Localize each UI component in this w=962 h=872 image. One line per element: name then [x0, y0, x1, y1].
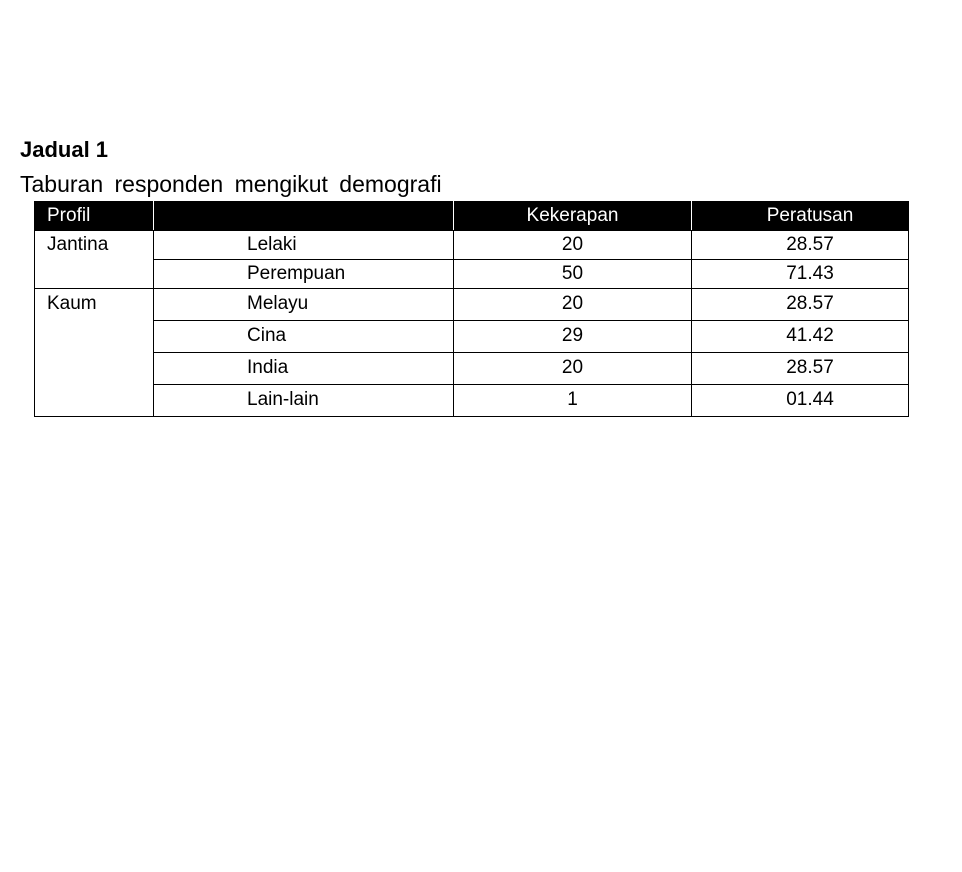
- table-row: [35, 289, 909, 321]
- label-cell: Perempuan: [154, 260, 454, 289]
- table-row: [35, 260, 909, 289]
- table-row: [35, 231, 909, 260]
- frequency-cell: 20: [454, 289, 692, 321]
- demographics-table: [34, 201, 909, 417]
- label-cell: Melayu: [154, 289, 454, 321]
- label-cell: India: [154, 353, 454, 385]
- header-percentage: Peratusan: [692, 202, 909, 231]
- percentage-cell: 28.57: [692, 289, 909, 321]
- table-header-row: [35, 202, 909, 231]
- table-row: [35, 353, 909, 385]
- percentage-cell: 28.57: [692, 353, 909, 385]
- frequency-cell: 1: [454, 385, 692, 417]
- frequency-cell: 50: [454, 260, 692, 289]
- label-cell: Lain-lain: [154, 385, 454, 417]
- frequency-cell: 20: [454, 231, 692, 260]
- table-row: [35, 321, 909, 353]
- category-cell: Kaum: [35, 289, 154, 417]
- category-cell: Jantina: [35, 231, 154, 289]
- table-caption-number: Jadual 1: [20, 137, 109, 162]
- header-frequency: Kekerapan: [454, 202, 692, 231]
- frequency-cell: 20: [454, 353, 692, 385]
- percentage-cell: 01.44: [692, 385, 909, 417]
- label-cell: Cina: [154, 321, 454, 353]
- header-profile: Profil: [35, 202, 154, 231]
- table-caption-title: Taburan responden mengikut demografi: [20, 171, 442, 197]
- frequency-cell: 29: [454, 321, 692, 353]
- label-cell: Lelaki: [154, 231, 454, 260]
- percentage-cell: 28.57: [692, 231, 909, 260]
- percentage-cell: 41.42: [692, 321, 909, 353]
- table-row: [35, 385, 909, 417]
- percentage-cell: 71.43: [692, 260, 909, 289]
- header-blank: [154, 202, 454, 231]
